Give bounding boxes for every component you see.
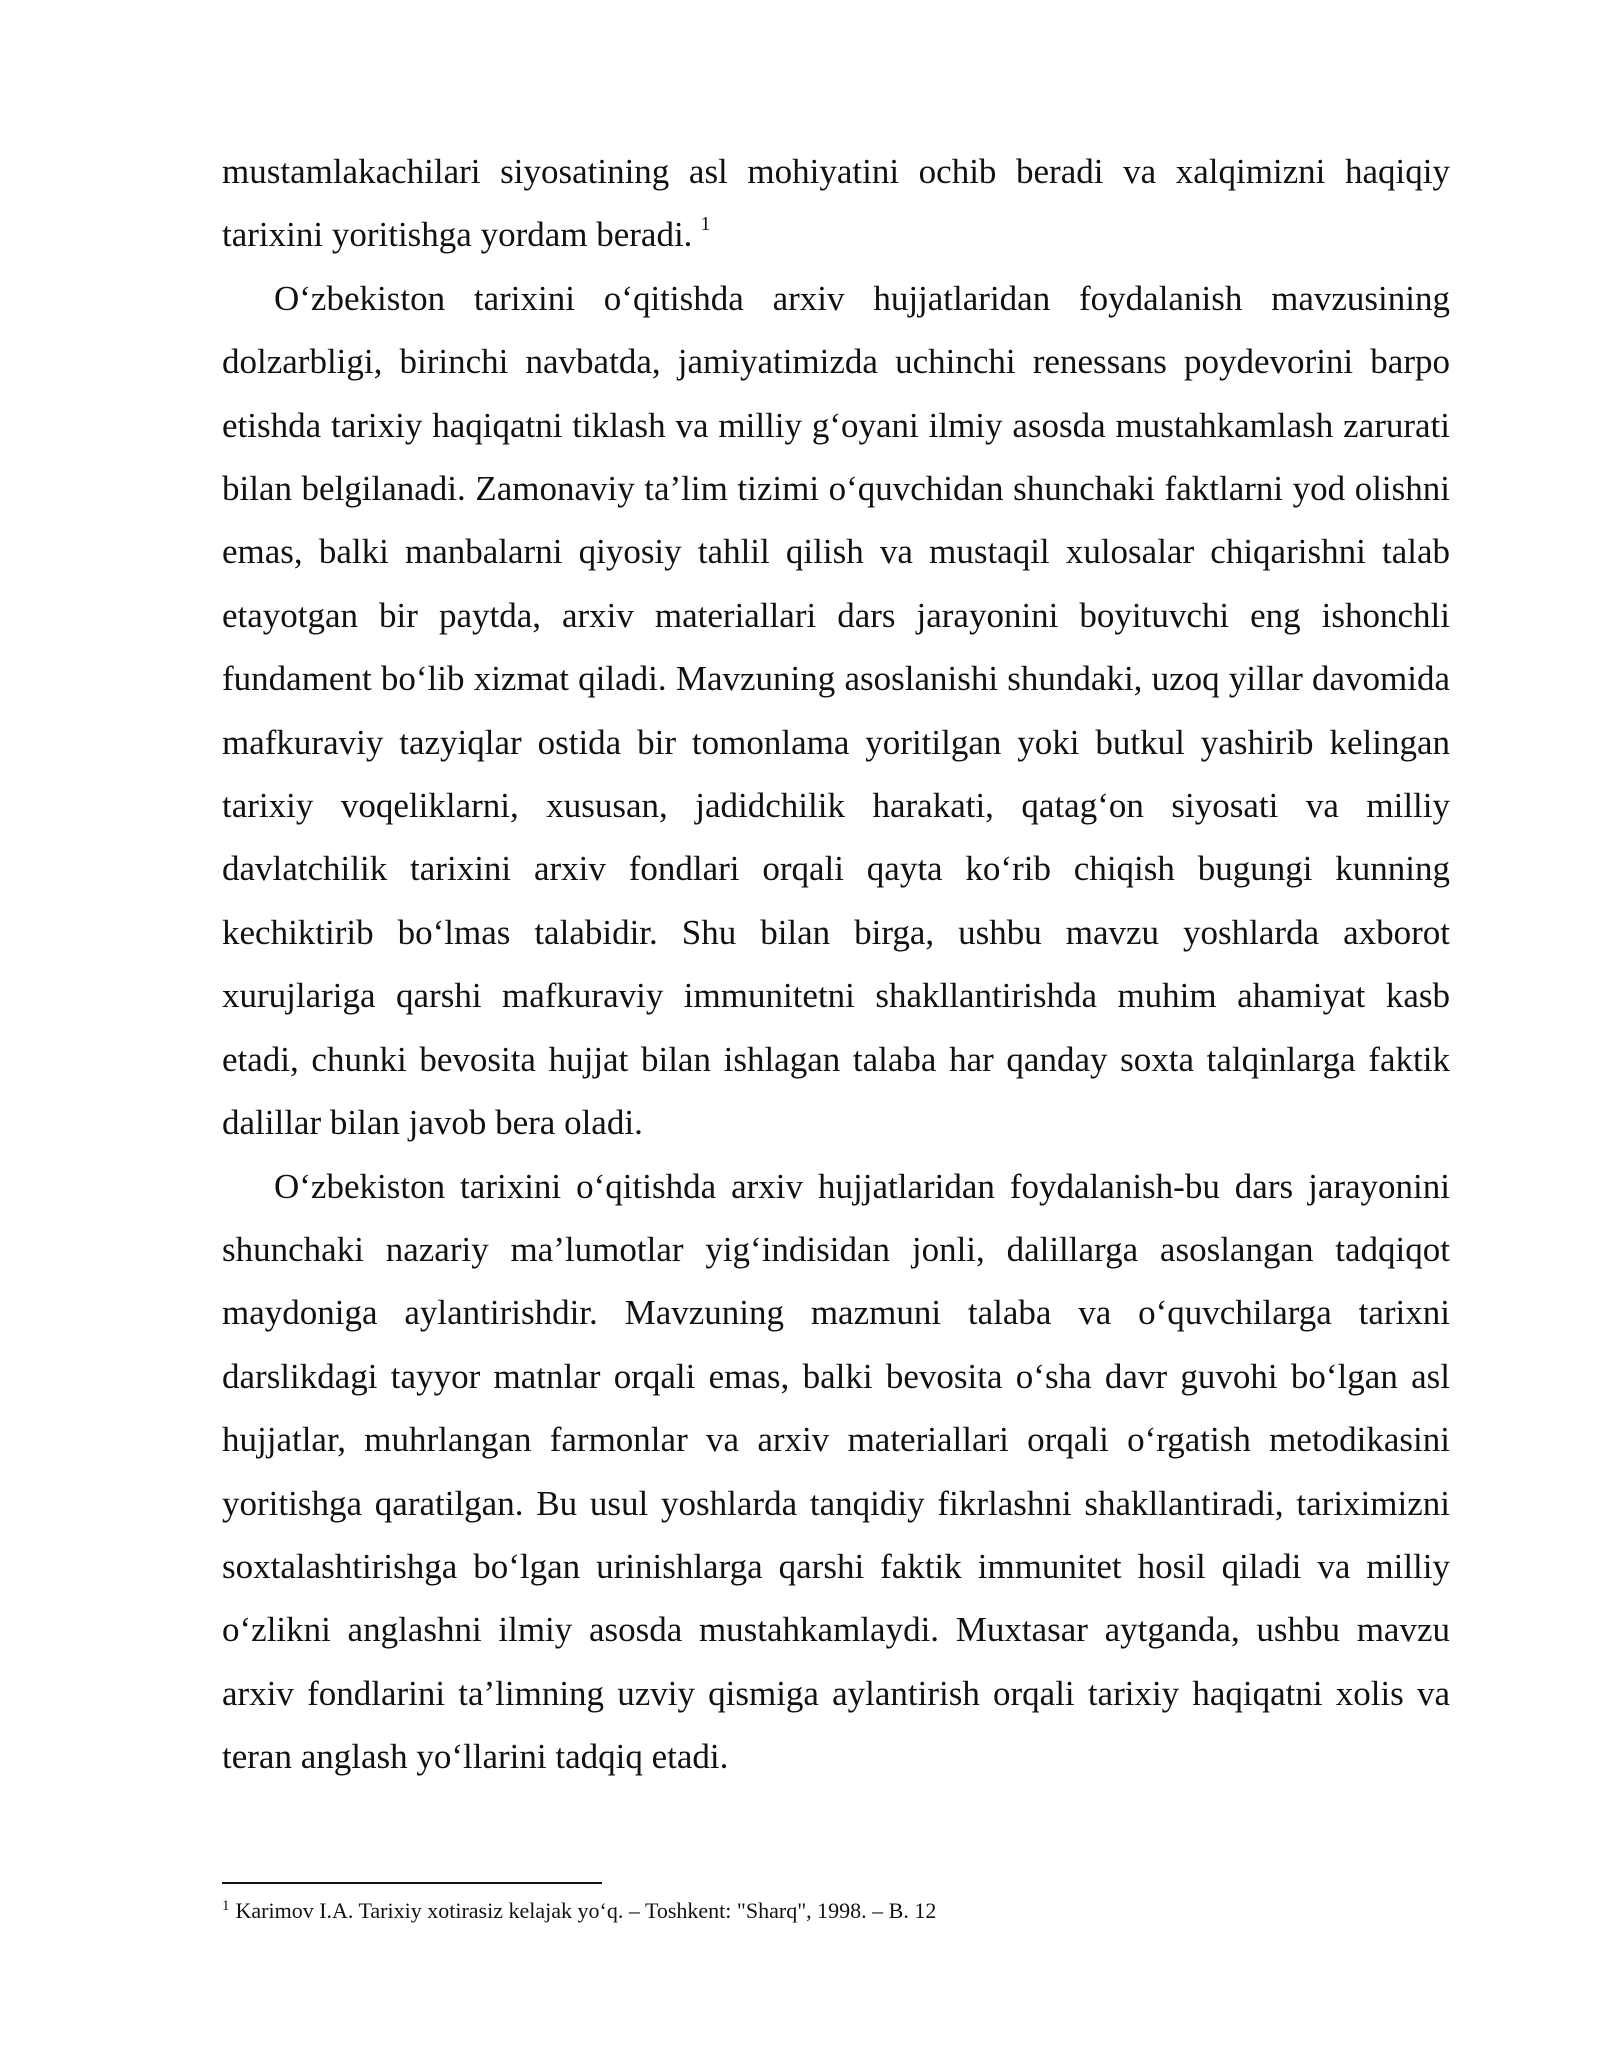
paragraph-text: mustamlakachilari siyosatining asl mohiyatini ochib beradi va xalqimizni haqiqiy tarixini yoritishga yordam beradi. — [222, 152, 1450, 255]
footnote-marker: 1 — [222, 1898, 230, 1914]
footnote-reference: 1 — [700, 213, 711, 236]
paragraph-relevance: O‘zbekiston tarixini o‘qitishda arxiv hujjatlaridan foydalanish mavzusining dolzarbligi, birinchi navbatda, jamiyatimizda uchinchi renessans poydevorini barpo etishda tarixiy haqiqatni tiklash va milliy g‘oyani ilmiy asosda mustahkamlash zarurati bilan belgilanadi. Zamonaviy ta’lim tizimi o‘quvchidan shunchaki faktlarni yod olishni emas, balki manbalarni qiyosiy tahlil qilish va mustaqil xulosalar chiqarishni talab etayotgan bir paytda, arxiv materiallari dars jarayonini boyituvchi eng ishonchli fundament bo‘lib xizmat qiladi. Mavzuning asoslanishi shundaki, uzoq yillar davomida mafkuraviy tazyiqlar ostida bir tomonlama yoritilgan yoki butkul yashirib kelingan tarixiy voqeliklarni, xususan, jadidchilik harakati, qatag‘on siyosati va milliy davlatchilik tarixini arxiv fondlari orqali qayta ko‘rib chiqish bugungi kunning kechiktirib bo‘lmas talabidir. Shu bilan birga, ushbu mavzu yoshlarda axborot xurujlariga qarshi mafkuraviy immunitetni shakllantirishda muhim ahamiyat kasb etadi, chunki bevosita hujjat bilan ishlagan talaba har qanday soxta talqinlarga faktik dalillar bilan javob bera oladi. — [222, 278, 1450, 1143]
body-text — [222, 140, 1450, 1789]
footnote-text: Karimov I.A. Tarixiy xotirasiz kelajak yo‘q. – Toshkent: "Sharq", 1998. – B. 12 — [235, 1898, 937, 1923]
footnote — [222, 1896, 1450, 1926]
footnote-separator — [222, 1882, 602, 1884]
paragraph-content: O‘zbekiston tarixini o‘qitishda arxiv hujjatlaridan foydalanish-bu dars jarayonini shunchaki nazariy ma’lumotlar yig‘indisidan jonli, dalillarga asoslangan tadqiqot maydoniga aylantirishdir. Mavzuning mazmuni talaba va o‘quvchilarga tarixni darslikdagi tayyor matnlar orqali emas, balki bevosita o‘sha davr guvohi bo‘lgan asl hujjatlar, muhrlangan farmonlar va arxiv materiallari orqali o‘rgatish metodikasini yoritishga qaratilgan. Bu usul yoshlarda tanqidiy fikrlashni shakllantiradi, tariximizni soxtalashtirishga bo‘lgan urinishlarga qarshi faktik immunitet hosil qiladi va milliy o‘zlikni anglashni ilmiy asosda mustahkamlaydi. Muxtasar aytganda, ushbu mavzu arxiv fondlarini ta’limning uzviy qismiga aylantirish orqali tarixiy haqiqatni xolis va teran anglash yo‘llarini tadqiq etadi. — [222, 1166, 1450, 1777]
paragraph-continuation — [222, 140, 1450, 267]
